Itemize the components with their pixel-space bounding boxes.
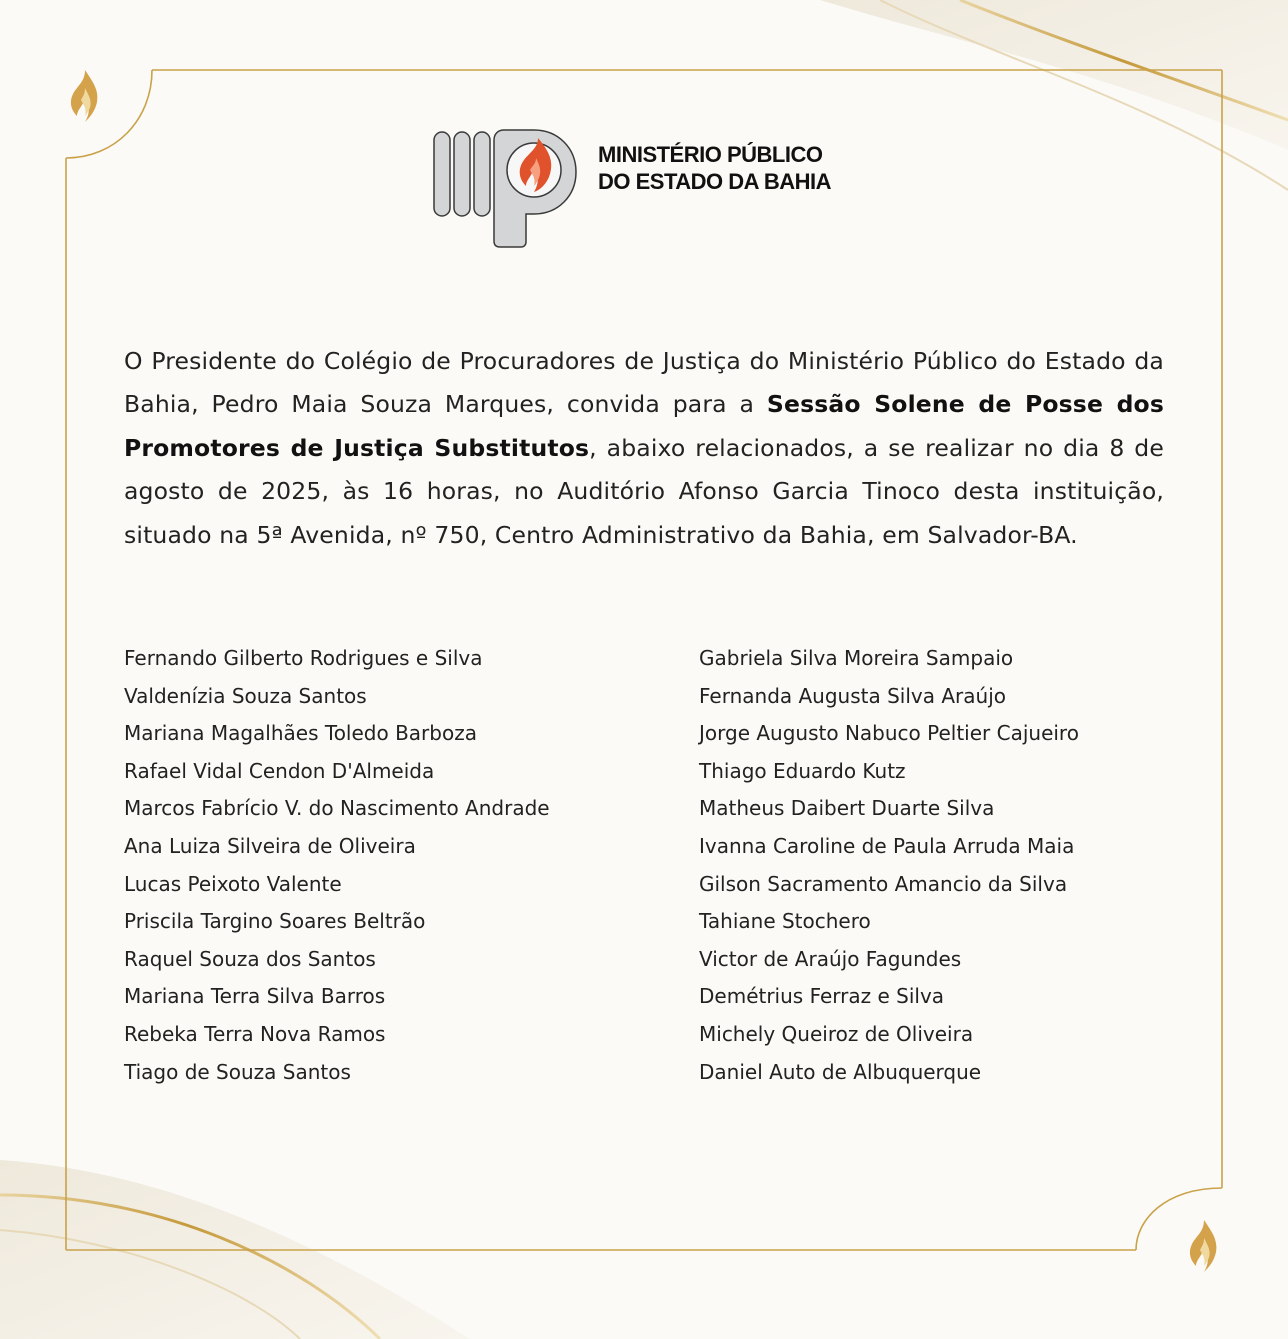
names-list-right (699, 640, 1079, 1091)
name-list-item: Tiago de Souza Santos (124, 1059, 351, 1084)
name-list-item: Fernanda Augusta Silva Araújo (699, 683, 1006, 708)
name-list-item: Mariana Terra Silva Barros (124, 984, 386, 1009)
name-list-item: Ana Luiza Silveira de Oliveira (124, 833, 416, 858)
names-list-left (124, 640, 550, 1091)
name-list-item: Priscila Targino Soares Beltrão (124, 909, 426, 934)
invitation-text-part1: O Presidente do Colégio de Procuradores de Justiça do Ministério Público do Estado da Bahia, Pedro Maia Souza Marques, convida para a (124, 347, 1164, 419)
name-list-item: Jorge Augusto Nabuco Peltier Cajueiro (699, 721, 1079, 746)
name-list-item: Gilson Sacramento Amancio da Silva (699, 871, 1068, 896)
invitation-text-part2: , abaixo relacionados, a se realizar no dia 8 de agosto de 2025, às 16 horas, no Auditório Afonso Garcia Tinoco desta instituição, situado na 5ª Avenida, nº 750, Centro Administrativo da Bahia, em Salvador-BA. (124, 433, 1164, 549)
organization-name-line1: MINISTÉRIO PÚBLICO (598, 142, 823, 167)
organization-name (598, 141, 831, 195)
name-list-item: Raquel Souza dos Santos (124, 946, 376, 971)
flame-icon-bottom-right (1182, 1218, 1226, 1276)
name-list-item: Gabriela Silva Moreira Sampaio (699, 646, 1014, 670)
name-list-item: Michely Queiroz de Oliveira (699, 1021, 974, 1046)
name-list-item: Demétrius Ferraz e Silva (699, 984, 945, 1009)
name-list-item: Tahiane Stochero (699, 909, 871, 934)
name-list-item: Mariana Magalhães Toledo Barboza (124, 721, 477, 746)
name-list-item: Matheus Daibert Duarte Silva (699, 796, 995, 821)
invitation-paragraph (124, 340, 1164, 557)
name-list-item: Valdenízia Souza Santos (124, 683, 367, 708)
name-list-item: Rafael Vidal Cendon D'Almeida (124, 758, 435, 783)
name-list-item: Daniel Auto de Albuquerque (699, 1059, 982, 1084)
name-list-item: Marcos Fabrício V. do Nascimento Andrade (124, 796, 550, 821)
name-list-item: Thiago Eduardo Kutz (699, 758, 906, 783)
organization-name-line2: DO ESTADO DA BAHIA (598, 169, 831, 194)
name-list-item: Victor de Araújo Fagundes (699, 946, 962, 971)
name-list-item: Lucas Peixoto Valente (124, 871, 342, 896)
flame-icon-top-left (63, 68, 107, 126)
mp-logo-icon (430, 126, 580, 248)
name-list-item: Rebeka Terra Nova Ramos (124, 1021, 386, 1046)
invitation-event-name: Sessão Solene de Posse dos Promotores de Justiça Substitutos (124, 390, 1164, 462)
name-list-item: Ivanna Caroline de Paula Arruda Maia (699, 833, 1075, 858)
name-list-item: Fernando Gilberto Rodrigues e Silva (124, 646, 483, 670)
